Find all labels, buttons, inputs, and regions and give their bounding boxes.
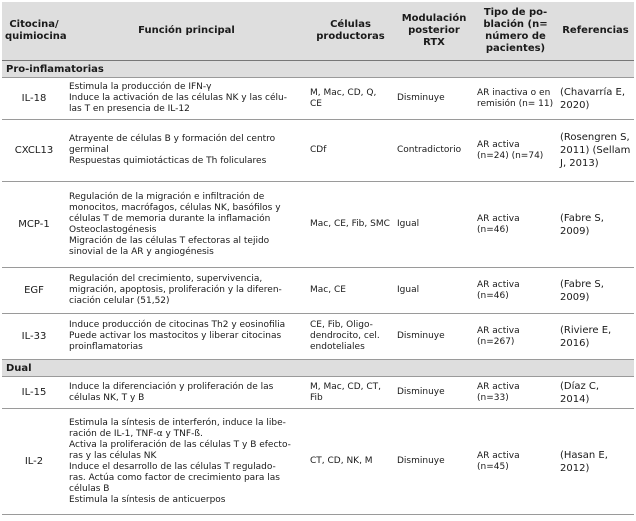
function-line: ras y las células NK (69, 450, 157, 461)
references-cell: (Chavarría E, 2020) (557, 78, 634, 120)
function-line: Activa la proliferación de las células T y B efecto- (69, 439, 291, 450)
modulation-cell: Disminuye (394, 409, 474, 515)
function-line: Induce el desarrollo de las células T regulado- (69, 461, 276, 472)
function-line: ras. Actúa como factor de crecimiento para las (69, 472, 280, 483)
header-references: Referencias (557, 2, 634, 61)
population-cell: AR activa (n=46) (474, 182, 557, 268)
cytokine-cell: IL-15 (2, 377, 66, 409)
function-line: Puede activar los mastocitos y liberar citocinas (69, 331, 282, 341)
function-line: Osteoclastogénesis (69, 224, 157, 235)
section-row (2, 61, 634, 78)
function-line: Estimula la síntesis de anticuerpos (69, 494, 226, 505)
modulation-cell: Disminuye (394, 377, 474, 409)
function-line: Estimula la producción de IFN-γ (69, 82, 212, 92)
modulation-cell: Igual (394, 268, 474, 314)
function-line: células B (69, 483, 110, 494)
table-row (2, 409, 634, 515)
population-cell: AR activa (n=24) (n=74) (474, 120, 557, 182)
table-row (2, 377, 634, 409)
cytokine-table (2, 2, 634, 515)
header-cells: Células productoras (307, 2, 394, 61)
function-line: Induce producción de citocinas Th2 y eosinofilia (69, 320, 286, 330)
section-row (2, 360, 634, 377)
modulation-cell: Igual (394, 182, 474, 268)
modulation-cell: Contradictorio (394, 120, 474, 182)
function-line: Migración de las células T efectoras al tejido (69, 235, 270, 246)
header-row (2, 2, 634, 61)
function-line: ración de IL-1, TNF-α y TNF-ß. (69, 428, 203, 439)
table-row (2, 182, 634, 268)
function-cell (66, 314, 307, 360)
cells-cell: M, Mac, CD, CT, Fib (307, 377, 394, 409)
function-line: Induce la diferenciación y proliferación de las (69, 381, 274, 392)
population-cell: AR activa (n=267) (474, 314, 557, 360)
function-cell (66, 182, 307, 268)
function-line: sinovial de la AR y angiogénesis (69, 246, 214, 257)
function-cell (66, 409, 307, 515)
header-population: Tipo de po- blación (n= número de pacientes) (474, 2, 557, 61)
function-line: células T de memoria durante la inflamación (69, 213, 271, 224)
population-cell: AR activa (n=46) (474, 268, 557, 314)
function-line: células NK, T y B (69, 392, 145, 403)
cytokine-cell: EGF (2, 268, 66, 314)
references-cell: (Fabre S, 2009) (557, 268, 634, 314)
references-cell: (Díaz C, 2014) (557, 377, 634, 409)
cytokine-cell: MCP-1 (2, 182, 66, 268)
cytokine-cell: IL-33 (2, 314, 66, 360)
function-line: Respuestas quimiotácticas de Th foliculares (69, 156, 267, 166)
cells-cell: CT, CD, NK, M (307, 409, 394, 515)
function-line: Regulación del crecimiento, supervivencia, (69, 274, 263, 284)
modulation-cell: Disminuye (394, 314, 474, 360)
function-line: Regulación de la migración e infiltración de (69, 191, 265, 202)
table-row (2, 120, 634, 182)
section-label-pro: Pro-inflamatorias (2, 61, 634, 78)
function-cell (66, 120, 307, 182)
population-cell: AR activa (n=33) (474, 377, 557, 409)
references-cell: (Rosengren S, 2011) (Sellam J, 2013) (557, 120, 634, 182)
function-line: ciación celular (51,52) (69, 296, 170, 306)
function-cell (66, 78, 307, 120)
cells-cell: CDf (307, 120, 394, 182)
cytokine-cell: IL-18 (2, 78, 66, 120)
function-line: proinflamatorias (69, 342, 143, 352)
population-cell: AR inactiva o en remisión (n= 11) (474, 78, 557, 120)
table-row (2, 78, 634, 120)
function-line: las T en presencia de IL-12 (69, 104, 190, 114)
cytokine-cell: CXCL13 (2, 120, 66, 182)
references-cell: (Fabre S, 2009) (557, 182, 634, 268)
header-modulation: Modulación posterior RTX (394, 2, 474, 61)
section-label-dual: Dual (2, 360, 634, 377)
table-row (2, 314, 634, 360)
population-cell: AR activa (n=45) (474, 409, 557, 515)
header-function: Función principal (66, 2, 307, 61)
function-line: Induce la activación de las células NK y las célu- (69, 93, 287, 103)
cells-cell: M, Mac, CD, Q, CE (307, 78, 394, 120)
cells-cell: Mac, CE (307, 268, 394, 314)
cells-cell: CE, Fib, Oligo- dendrocito, cel. endoteliales (307, 314, 394, 360)
function-line: Atrayente de células B y formación del centro germinal (69, 134, 276, 155)
function-cell (66, 377, 307, 409)
references-cell: (Hasan E, 2012) (557, 409, 634, 515)
function-cell (66, 268, 307, 314)
function-line: Estimula la síntesis de interferón, induce la libe- (69, 417, 286, 428)
table-row (2, 268, 634, 314)
function-line: monocitos, macrófagos, células NK, basófilos y (69, 202, 281, 213)
references-cell: (Riviere E, 2016) (557, 314, 634, 360)
cells-cell: Mac, CE, Fib, SMC (307, 182, 394, 268)
function-line: migración, apoptosis, proliferación y la diferen- (69, 285, 282, 295)
modulation-cell: Disminuye (394, 78, 474, 120)
header-cytokine: Citocina/ quimiocina (2, 2, 66, 61)
cytokine-cell: IL-2 (2, 409, 66, 515)
